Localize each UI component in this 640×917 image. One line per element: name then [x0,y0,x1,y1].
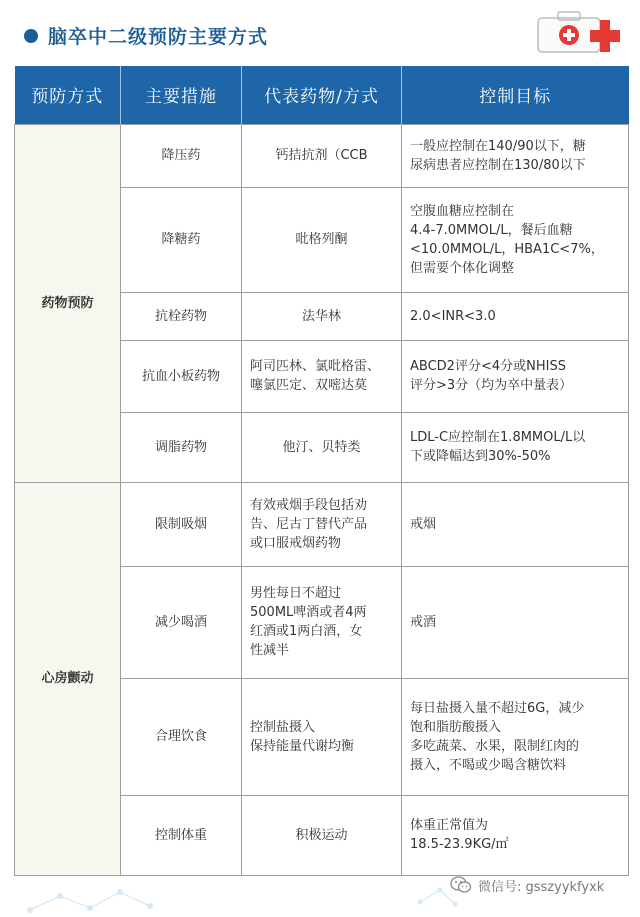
measure-cell: 限制吸烟 [121,482,242,566]
target-cell-line: ABCD2评分<4分或NHISS [410,359,566,374]
title-bar [0,0,640,62]
method-cell-line: 告、尼古丁替代产品 [250,516,368,532]
method-cell-line: 500ML啤酒或者4两 [250,605,367,620]
method-cell [242,412,402,482]
measure-cell: 减少喝酒 [121,566,242,678]
target-cell-line: 但需要个体化调整 [410,260,515,276]
method-cell-line: 保持能量代谢均衡 [250,738,355,754]
method-cell-line: 控制盐摄入 [250,719,316,735]
method-cell [242,187,402,292]
group-label: 心房颤动 [41,671,94,686]
method-cell-line: 钙拮抗剂（CCB [275,148,368,163]
method-cell-line: 或口服戒烟药物 [250,535,342,551]
method-cell [242,566,402,678]
method-cell-line: 法华林 [301,308,341,324]
method-cell-line: 有效戒烟手段包括劝 [250,497,368,513]
method-cell [242,124,402,187]
target-cell-line: 空腹血糖应控制在 [410,203,515,219]
group-label: 药物预防 [41,295,94,311]
target-cell [402,292,629,340]
target-cell [402,795,629,875]
wechat-watermark [450,874,604,896]
method-cell-line: 他汀、贝特类 [282,439,361,455]
target-cell-line: 每日盐摄入量不超过6G，减少 [410,700,585,716]
method-cell-line: 性减半 [250,643,290,658]
method-cell [242,292,402,340]
header-cell: 代表药物/方式 [242,66,402,124]
method-cell-line: 阿司匹林、氯吡格雷、 [250,359,381,374]
measure-cell: 控制体重 [121,795,242,875]
target-cell [402,566,629,678]
target-cell-line: 18.5-23.9KG/㎡ [410,837,509,852]
method-cell-line: 噻氯匹定、双嘧达莫 [250,378,368,393]
target-cell-line: 评分>3分（均为卒中量表） [410,378,573,393]
target-cell [402,678,629,795]
first-aid-kit-icon [534,8,626,56]
target-cell-line: 下或降幅达到30%-50% [410,449,551,464]
target-cell [402,340,629,412]
target-cell-line: 多吃蔬菜、水果，限制红肉的 [410,738,580,754]
measure-cell: 合理饮食 [121,678,242,795]
target-cell-line: 戒酒 [410,614,437,630]
target-cell-line: 4.4-7.0MMOL/L，餐后血糖 [410,222,573,238]
target-cell-line: 戒烟 [410,516,437,532]
page-title: 脑卒中二级预防主要方式 [48,26,269,48]
method-cell-line: 红酒或1两白酒，女 [250,624,363,639]
target-cell-line: LDL-C应控制在1.8MMOL/L以 [410,430,586,445]
target-cell-line: 2.0<INR<3.0 [410,308,496,324]
table-header-row [15,66,629,124]
wechat-icon [450,876,472,894]
target-cell-line: <10.0MMOL/L，HBA1C<7%， [410,241,604,257]
measure-cell: 降压药 [121,124,242,187]
table-row [15,124,629,187]
target-cell [402,412,629,482]
header-cell: 主要措施 [121,66,242,124]
table-row [15,482,629,566]
target-cell-line: 饱和脂肪酸摄入 [410,719,502,735]
method-cell-line: 男性每日不超过 [250,586,342,601]
target-cell [402,187,629,292]
method-cell [242,795,402,875]
target-cell-line: 摄入，不喝或少喝含糖饮料 [410,757,567,773]
wechat-id-text: 微信号: gsszyykfyxk [478,879,605,895]
method-cell [242,340,402,412]
bullet-dot-icon [24,29,38,43]
group-label-cell [15,124,121,482]
measure-cell: 降糖药 [121,187,242,292]
method-cell-line: 吡格列酮 [295,232,348,247]
target-cell [402,482,629,566]
group-label-cell [15,482,121,875]
target-cell-line: 体重正常值为 [410,818,489,833]
measure-cell: 抗栓药物 [121,292,242,340]
method-cell-line: 积极运动 [295,827,348,843]
method-cell [242,482,402,566]
measure-cell: 抗血小板药物 [121,340,242,412]
target-cell-line: 一般应控制在140/90以下，糖 [410,138,586,154]
header-cell: 控制目标 [402,66,629,124]
measure-cell: 调脂药物 [121,412,242,482]
method-cell [242,678,402,795]
header-cell: 预防方式 [15,66,121,124]
target-cell [402,124,629,187]
prevention-table [14,66,629,876]
target-cell-line: 尿病患者应控制在130/80以下 [410,157,586,173]
